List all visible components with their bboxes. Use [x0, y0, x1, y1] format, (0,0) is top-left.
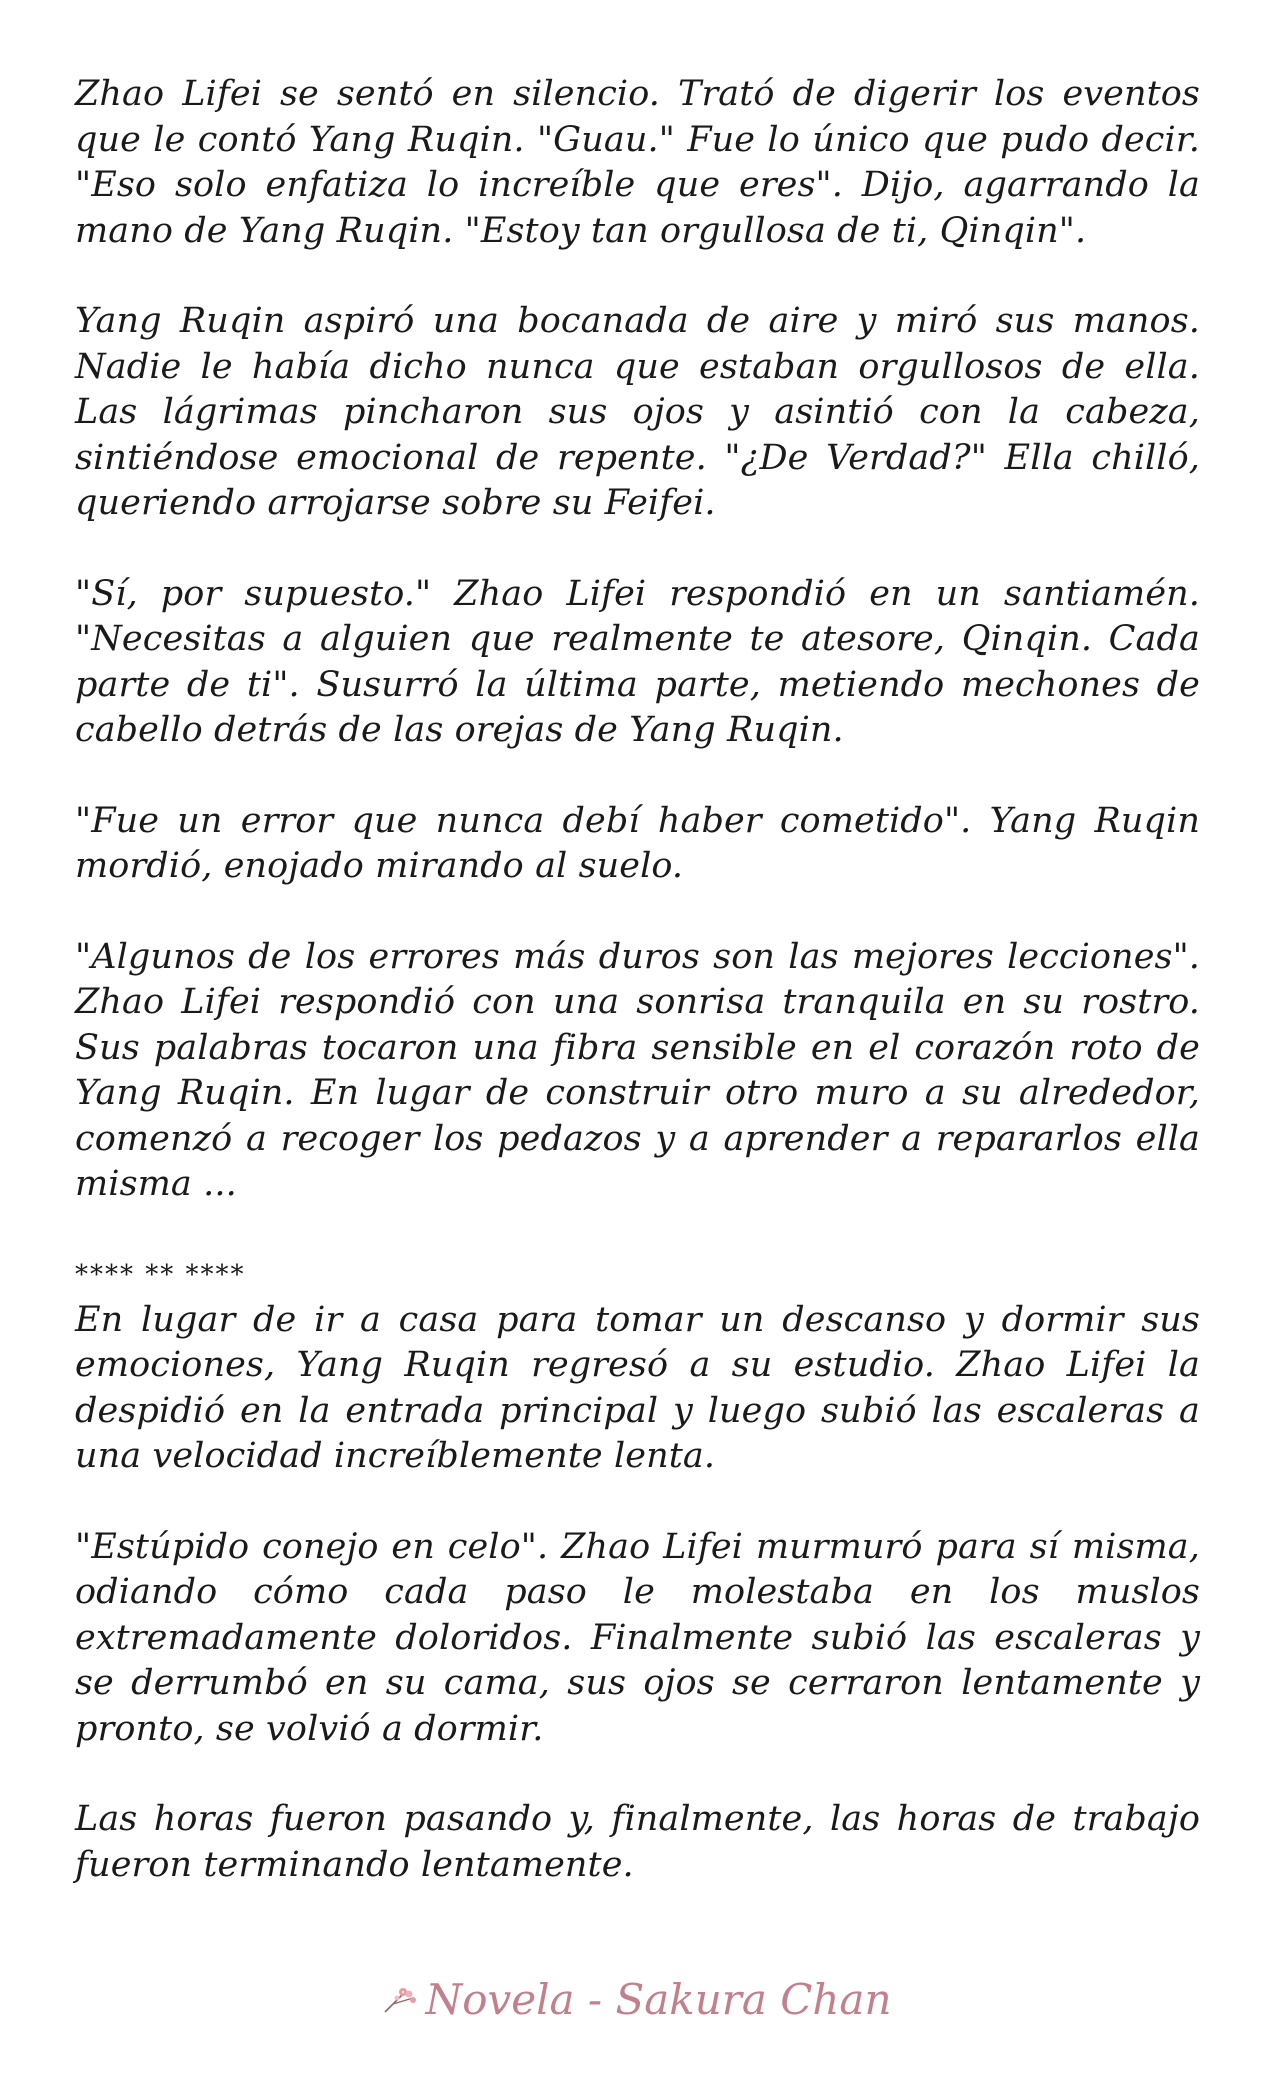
- paragraph-8: Las horas fueron pasando y, finalmente, las horas de trabajo fueron terminando lentamente.: [75, 1799, 1200, 1885]
- paragraph-3: "Sí, por supuesto." Zhao Lifei respondió en un santiamén. "Necesitas a alguien que realmente te atesore, Qinqin. Cada parte de ti". Susurró la última parte, metiendo mechones de cabello detrás de las orejas de Yang Ruqin.: [75, 573, 1200, 750]
- paragraph-6: En lugar de ir a casa para tomar un descanso y dormir sus emociones, Yang Ruqin regresó a su estudio. Zhao Lifei la despidió en la entrada principal y luego subió las escaleras a una velocidad increíblemente lenta.: [75, 1299, 1200, 1476]
- watermark-text: Novela - Sakura Chan: [425, 1975, 892, 2024]
- watermark: [0, 1975, 1275, 2024]
- paragraph-5: "Algunos de los errores más duros son las mejores lecciones". Zhao Lifei respondió con una sonrisa tranquila en su rostro. Sus palabras tocaron una fibra sensible en el corazón roto de Yang Ruqin. En lugar de construir otro muro a su alrededor, comenzó a recoger los pedazos y a aprender a repararlos ella misma ...: [75, 936, 1200, 1204]
- document-body: [75, 72, 1200, 1933]
- cherry-blossom-icon: [383, 1975, 419, 2024]
- scene-separator: **** ** ****: [75, 1259, 246, 1290]
- paragraph-1: Zhao Lifei se sentó en silencio. Trató de digerir los eventos que le contó Yang Ruqin. "Guau." Fue lo único que pudo decir. "Eso solo enfatiza lo increíble que eres". Dijo, agarrando la mano de Yang Ruqin. "Estoy tan orgullosa de ti, Qinqin".: [75, 74, 1200, 251]
- paragraph-7: "Estúpido conejo en celo". Zhao Lifei murmuró para sí misma, odiando cómo cada paso le molestaba en los muslos extremadamente doloridos. Finalmente subió las escaleras y se derrumbó en su cama, sus ojos se cerraron lentamente y pronto, se volvió a dormir.: [75, 1526, 1200, 1749]
- paragraph-2: Yang Ruqin aspiró una bocanada de aire y miró sus manos. Nadie le había dicho nunca que estaban orgullosos de ella. Las lágrimas pincharon sus ojos y asintió con la cabeza, sintiéndose emocional de repente. "¿De Verdad?" Ella chilló, queriendo arrojarse sobre su Feifei.: [75, 301, 1200, 523]
- paragraph-4: "Fue un error que nunca debí haber cometido". Yang Ruqin mordió, enojado mirando al suelo.: [75, 800, 1200, 886]
